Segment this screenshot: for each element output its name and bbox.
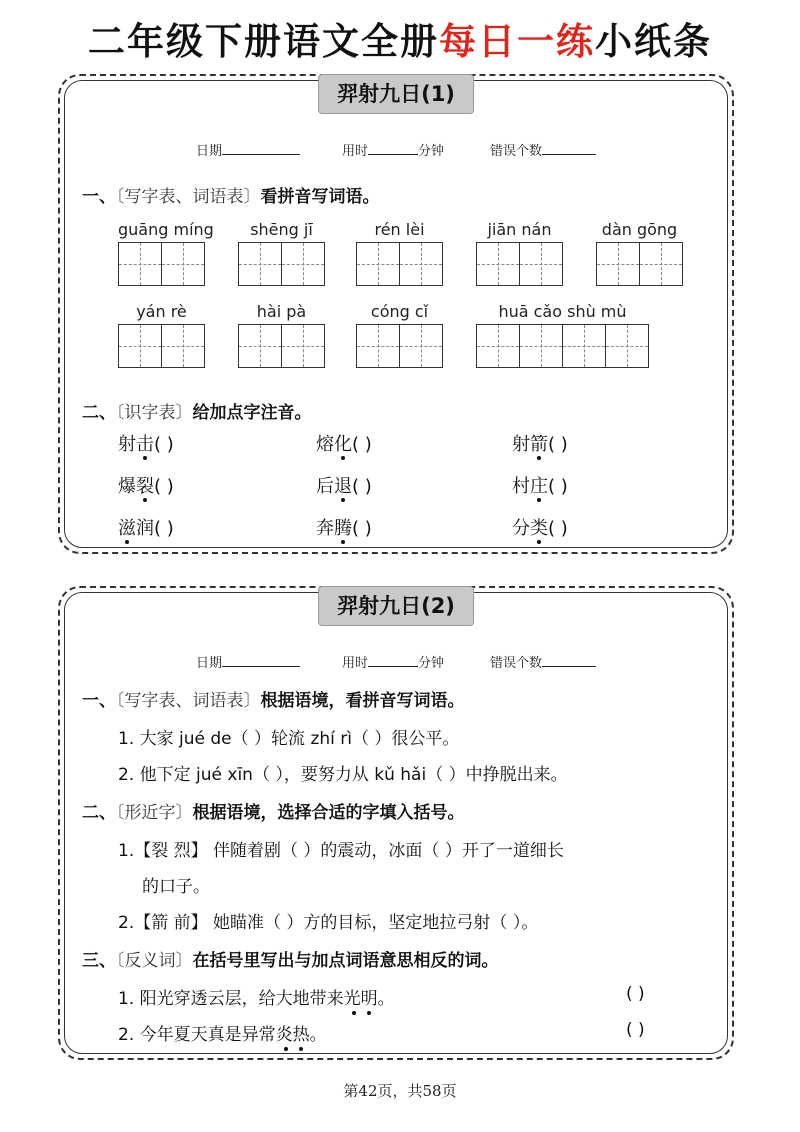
dotted-character: 化 (334, 434, 352, 455)
answer-paren[interactable]: ( ) (626, 1020, 645, 1040)
time-field[interactable]: 用时 分钟 (342, 656, 445, 671)
dotted-character: 裂 (136, 476, 154, 497)
time-field[interactable]: 用时 分钟 (342, 144, 445, 159)
worksheet-title (0, 18, 800, 66)
question-heading: 二、〔形近字〕根据语境，选择合适的字填入括号。 (82, 803, 465, 823)
annotate-item: 射击( ) (118, 434, 174, 455)
pinyin-word (238, 220, 325, 288)
writing-box[interactable] (238, 324, 282, 368)
annotate-item: 分类( ) (512, 518, 568, 539)
question-line: 2.【箭 前】 她瞄准（ ）方的目标，坚定地拉弓射（ ）。 (118, 913, 539, 933)
pinyin-word (238, 302, 325, 370)
dotted-character: 击 (136, 434, 154, 455)
pinyin-label: huā cǎo shù mù (498, 302, 627, 321)
question-heading: 一、〔写字表、词语表〕看拼音写词语。 (82, 187, 380, 207)
writing-box[interactable] (639, 242, 683, 286)
writing-box[interactable] (118, 242, 162, 286)
pinyin-label: hài pà (256, 302, 307, 321)
tianzige-boxes (356, 242, 443, 286)
question-line: 1.【裂 烈】 伴随着剧（ ）的震动，冰面（ ）开了一道细长 (118, 841, 564, 861)
pinyin-label: yán rè (136, 302, 187, 321)
dotted-word: 光明 (343, 989, 378, 1009)
title-text-red: 每日一练 (439, 20, 595, 63)
question-line: 的口子。 (142, 877, 210, 897)
pinyin-label: cóng cǐ (370, 302, 429, 321)
pinyin-label: shēng jī (250, 220, 313, 239)
antonym-item: 2. 今年夏天真是异常炎热。 (118, 1025, 327, 1045)
pinyin-word (476, 220, 563, 288)
tianzige-boxes (596, 242, 683, 286)
question-line: 1. 大家 jué de（ ）轮流 zhí rì（ ）很公平。 (118, 729, 460, 749)
date-field[interactable]: 日期 (196, 140, 300, 159)
tianzige-boxes (476, 324, 649, 368)
writing-box[interactable] (562, 324, 606, 368)
tianzige-boxes (118, 242, 205, 286)
answer-paren[interactable]: ( ) (154, 476, 174, 497)
dotted-character: 箭 (530, 434, 548, 455)
tianzige-boxes (238, 242, 325, 286)
dotted-word: 炎热 (275, 1025, 310, 1045)
dotted-character: 腾 (334, 518, 352, 539)
exercise-card-1 (58, 74, 734, 554)
annotate-item: 村庄( ) (512, 476, 568, 497)
writing-box[interactable] (605, 324, 649, 368)
pinyin-label: dàn gōng (601, 220, 678, 239)
writing-box[interactable] (281, 324, 325, 368)
errors-field[interactable]: 错误个数 (490, 140, 596, 159)
errors-field[interactable]: 错误个数 (490, 652, 596, 671)
pinyin-word (118, 302, 205, 370)
annotate-item: 后退( ) (316, 476, 372, 497)
title-text-black: 二年级下册语文全册 (88, 20, 439, 63)
dotted-character: 退 (334, 476, 352, 497)
answer-paren[interactable]: ( ) (352, 476, 372, 497)
antonym-item: 1. 阳光穿透云层，给大地带来光明。 (118, 989, 395, 1009)
question-heading: 二、〔识字表〕给加点字注音。 (82, 403, 312, 423)
answer-paren[interactable]: ( ) (352, 434, 372, 455)
writing-box[interactable] (356, 324, 400, 368)
dotted-character: 滋 (118, 518, 136, 539)
writing-box[interactable] (476, 324, 520, 368)
writing-box[interactable] (281, 242, 325, 286)
card-title: 羿射九日(1) (318, 74, 474, 114)
writing-box[interactable] (596, 242, 640, 286)
annotate-item: 滋润( ) (118, 518, 174, 539)
writing-box[interactable] (519, 242, 563, 286)
annotate-item: 奔腾( ) (316, 518, 372, 539)
answer-paren[interactable]: ( ) (626, 984, 645, 1004)
pinyin-word (476, 302, 649, 370)
answer-paren[interactable]: ( ) (154, 518, 174, 539)
pinyin-label: guāng míng (118, 220, 214, 239)
date-field[interactable]: 日期 (196, 652, 300, 671)
writing-box[interactable] (519, 324, 563, 368)
pinyin-word (356, 220, 443, 288)
card-title: 羿射九日(2) (318, 586, 474, 626)
dotted-character: 庄 (530, 476, 548, 497)
annotate-item: 爆裂( ) (118, 476, 174, 497)
question-heading: 一、〔写字表、词语表〕根据语境，看拼音写词语。 (82, 691, 465, 711)
writing-box[interactable] (161, 242, 205, 286)
answer-paren[interactable]: ( ) (548, 476, 568, 497)
pinyin-word (118, 220, 214, 288)
writing-box[interactable] (356, 242, 400, 286)
writing-box[interactable] (399, 324, 443, 368)
title-text-suffix: 小纸条 (595, 20, 712, 63)
question-heading: 三、〔反义词〕在括号里写出与加点词语意思相反的词。 (82, 951, 499, 971)
annotate-item: 射箭( ) (512, 434, 568, 455)
writing-box[interactable] (161, 324, 205, 368)
pinyin-label: jiān nán (487, 220, 552, 239)
writing-box[interactable] (399, 242, 443, 286)
dotted-character: 类 (530, 518, 548, 539)
pinyin-label: rén lèi (374, 220, 425, 239)
answer-paren[interactable]: ( ) (154, 434, 174, 455)
tianzige-boxes (238, 324, 325, 368)
writing-box[interactable] (238, 242, 282, 286)
question-line: 2. 他下定 jué xīn（ ），要努力从 kǔ hǎi（ ）中挣脱出来。 (118, 765, 568, 785)
tianzige-boxes (476, 242, 563, 286)
answer-paren[interactable]: ( ) (352, 518, 372, 539)
writing-box[interactable] (118, 324, 162, 368)
annotate-item: 熔化( ) (316, 434, 372, 455)
page-number: 第42页，共58页 (343, 1082, 457, 1100)
pinyin-word (356, 302, 443, 370)
answer-paren[interactable]: ( ) (548, 434, 568, 455)
tianzige-boxes (118, 324, 205, 368)
pinyin-word (596, 220, 683, 288)
exercise-card-2 (58, 586, 734, 1060)
tianzige-boxes (356, 324, 443, 368)
writing-box[interactable] (476, 242, 520, 286)
answer-paren[interactable]: ( ) (548, 518, 568, 539)
